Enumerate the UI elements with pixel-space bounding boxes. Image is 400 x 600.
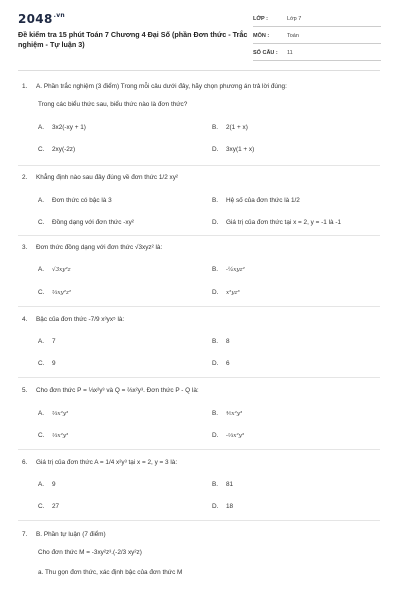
option-a[interactable]: A. Đơn thức có bậc là 3 — [38, 197, 112, 204]
option-d[interactable]: D. x²yz³ — [212, 289, 240, 296]
divider — [18, 235, 380, 236]
option-c[interactable]: C. 9 — [38, 360, 56, 367]
option-c[interactable]: C. 2xy(-2z) — [38, 146, 76, 153]
option-b[interactable]: B. 81 — [212, 481, 234, 488]
question-sub: Cho đơn thức M = -3xy²z³.(-2/3 xy²z) — [38, 549, 142, 556]
question-part-a: a. Thu gọn đơn thức, xác định bậc của đơn thức M — [38, 569, 183, 576]
question-text: B. Phần tự luận (7 điểm) — [36, 531, 106, 538]
divider — [18, 449, 380, 450]
question-text: Đơn thức đồng dạng với đơn thức √3xyz² là: — [36, 244, 163, 251]
option-b[interactable]: B. 8 — [212, 338, 230, 345]
document-title: Đề kiểm tra 15 phút Toán 7 Chương 4 Đại Số (phần Đơn thức - Trắc nghiệm - Tự luận 3) — [18, 30, 248, 49]
question-sub: Trong các biểu thức sau, biểu thức nào là đơn thức? — [38, 101, 188, 108]
meta-class: LỚP : Lớp 7 — [253, 14, 381, 27]
question-text: Bậc của đơn thức -7/9 x³yx⁵ là: — [36, 316, 125, 323]
header-divider — [18, 70, 380, 71]
question-text: A. Phần trắc nghiệm (3 điểm) Trong mỗi câu dưới đây, hãy chọn phương án trả lời đúng: — [36, 83, 287, 90]
option-b[interactable]: B. Hệ số của đơn thức là 1/2 — [212, 197, 300, 204]
option-a[interactable]: A. 3x2(-xy + 1) — [38, 124, 86, 131]
option-c[interactable]: C. ⅓x²y³ — [38, 432, 69, 439]
question-text: Khẳng định nào sau đây đúng về đơn thức 1/2 xy² — [36, 174, 179, 181]
option-a[interactable]: A. √3xy²z — [38, 266, 71, 273]
divider — [18, 306, 380, 307]
page-header — [0, 0, 400, 64]
option-d[interactable]: D. -⅓x²y³ — [212, 432, 245, 439]
site-logo[interactable]: $2048^{.vn}$ — [18, 12, 65, 26]
option-d[interactable]: D. 3xy(1 + x) — [212, 146, 255, 153]
divider — [18, 520, 380, 521]
option-a[interactable]: A. 7 — [38, 338, 56, 345]
question-text: Cho đơn thức P = ⅓x²y³ và Q = ⅔x²y³. Đơn thức P - Q là: — [36, 387, 199, 394]
option-c[interactable]: C. Đồng dạng với đơn thức -xy² — [38, 219, 134, 226]
option-b[interactable]: B. -¼xyz² — [212, 266, 245, 273]
document-meta — [253, 14, 381, 65]
option-b[interactable]: B. ⅘x²y³ — [212, 410, 243, 417]
option-d[interactable]: D. 18 — [212, 503, 234, 510]
option-a[interactable]: A. ⅔x²y³ — [38, 410, 69, 417]
divider — [18, 165, 380, 166]
option-c[interactable]: C. ⅔xy²z² — [38, 289, 72, 296]
meta-subject: MÔN : Toán — [253, 31, 381, 44]
question-text: Giá trị của đơn thức A = 1/4 x²y³ tại x = 2, y = 3 là: — [36, 459, 178, 466]
option-c[interactable]: C. 27 — [38, 503, 60, 510]
option-b[interactable]: B. 2(1 + x) — [212, 124, 248, 131]
meta-count: SỐ CÂU : 11 — [253, 48, 381, 61]
divider — [18, 377, 380, 378]
option-d[interactable]: D. Giá trị của đơn thức tại x = 2, y = -1 là -1 — [212, 219, 342, 226]
option-d[interactable]: D. 6 — [212, 360, 230, 367]
option-a[interactable]: A. 9 — [38, 481, 56, 488]
